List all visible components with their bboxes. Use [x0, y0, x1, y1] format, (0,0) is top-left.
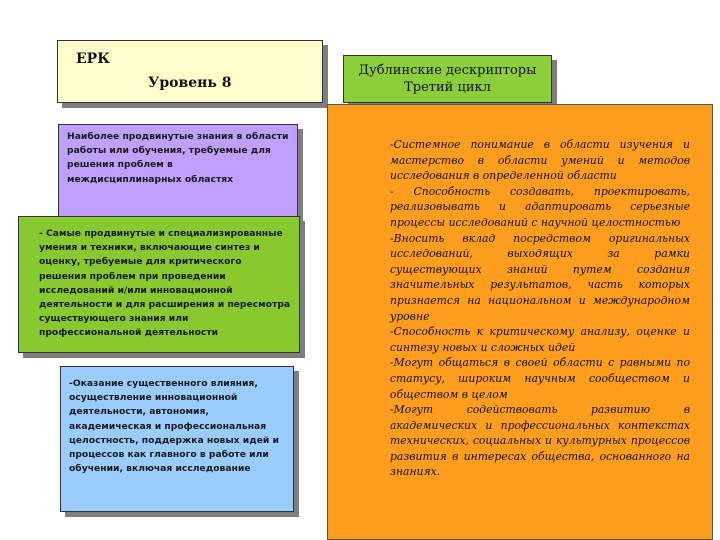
- descriptor-item: -Вносить вклад посредством оригинальных исследований, выходящих за рамки существующих знаний путем создания значительных результатов, часть которых признается на национальном и международном уровне: [390, 231, 690, 323]
- dublin-header-box: [343, 55, 552, 103]
- skills-panel: [18, 216, 300, 353]
- dublin-title: Дублинские дескрипторы: [358, 63, 537, 78]
- dublin-subtitle: Третий цикл: [404, 80, 491, 95]
- competence-panel: [60, 366, 294, 512]
- descriptor-item: - Способность создавать, проектировать, реализовывать и адаптировать серьезные процессы исследований с научной целостностью: [390, 184, 690, 229]
- descriptor-item: -Могут общаться в своей области с равными по статусу, широким научным сообществом и обществом в целом: [390, 356, 690, 401]
- erk-level: Уровень 8: [148, 75, 232, 91]
- descriptor-item: -Способность к критическому анализу, оценке и синтезу новых и сложных идей: [390, 325, 690, 354]
- descriptor-item: -Могут содействовать развитию в академических и профессиональных контекстах технических, социальных и культурных процессов развития в интересах общества, основанного на знаниях.: [390, 403, 690, 479]
- competence-text: -Оказание существенного влияния, осуществление инновационной деятельности, автономия, академическая и профессиональная целостность, поддержка новых идей и процессов как главного в работе или обучении, включая исследование: [69, 378, 279, 475]
- knowledge-text: Наиболее продвинутые знания в области работы или обучения, требуемые для решения проблем в междисциплинарных областях: [67, 131, 289, 185]
- knowledge-panel: [58, 124, 298, 228]
- erk-header-box: [57, 40, 323, 103]
- skills-text: - Самые продвинутые и специализированные умения и техники, включающие синтез и оценку, требуемые для критического решения проблем при проведении исследований и/или инновационной деятельности и для расширения и пересмотра существующего знания или профессиональной деятельности: [39, 228, 291, 339]
- dublin-descriptors-panel: [327, 104, 713, 540]
- erk-title: ЕРК: [76, 51, 110, 67]
- descriptor-item: -Системное понимание в области изучения и мастерство в области умений и методов исследования в определенной области: [390, 138, 690, 183]
- descriptors-list: [390, 137, 690, 480]
